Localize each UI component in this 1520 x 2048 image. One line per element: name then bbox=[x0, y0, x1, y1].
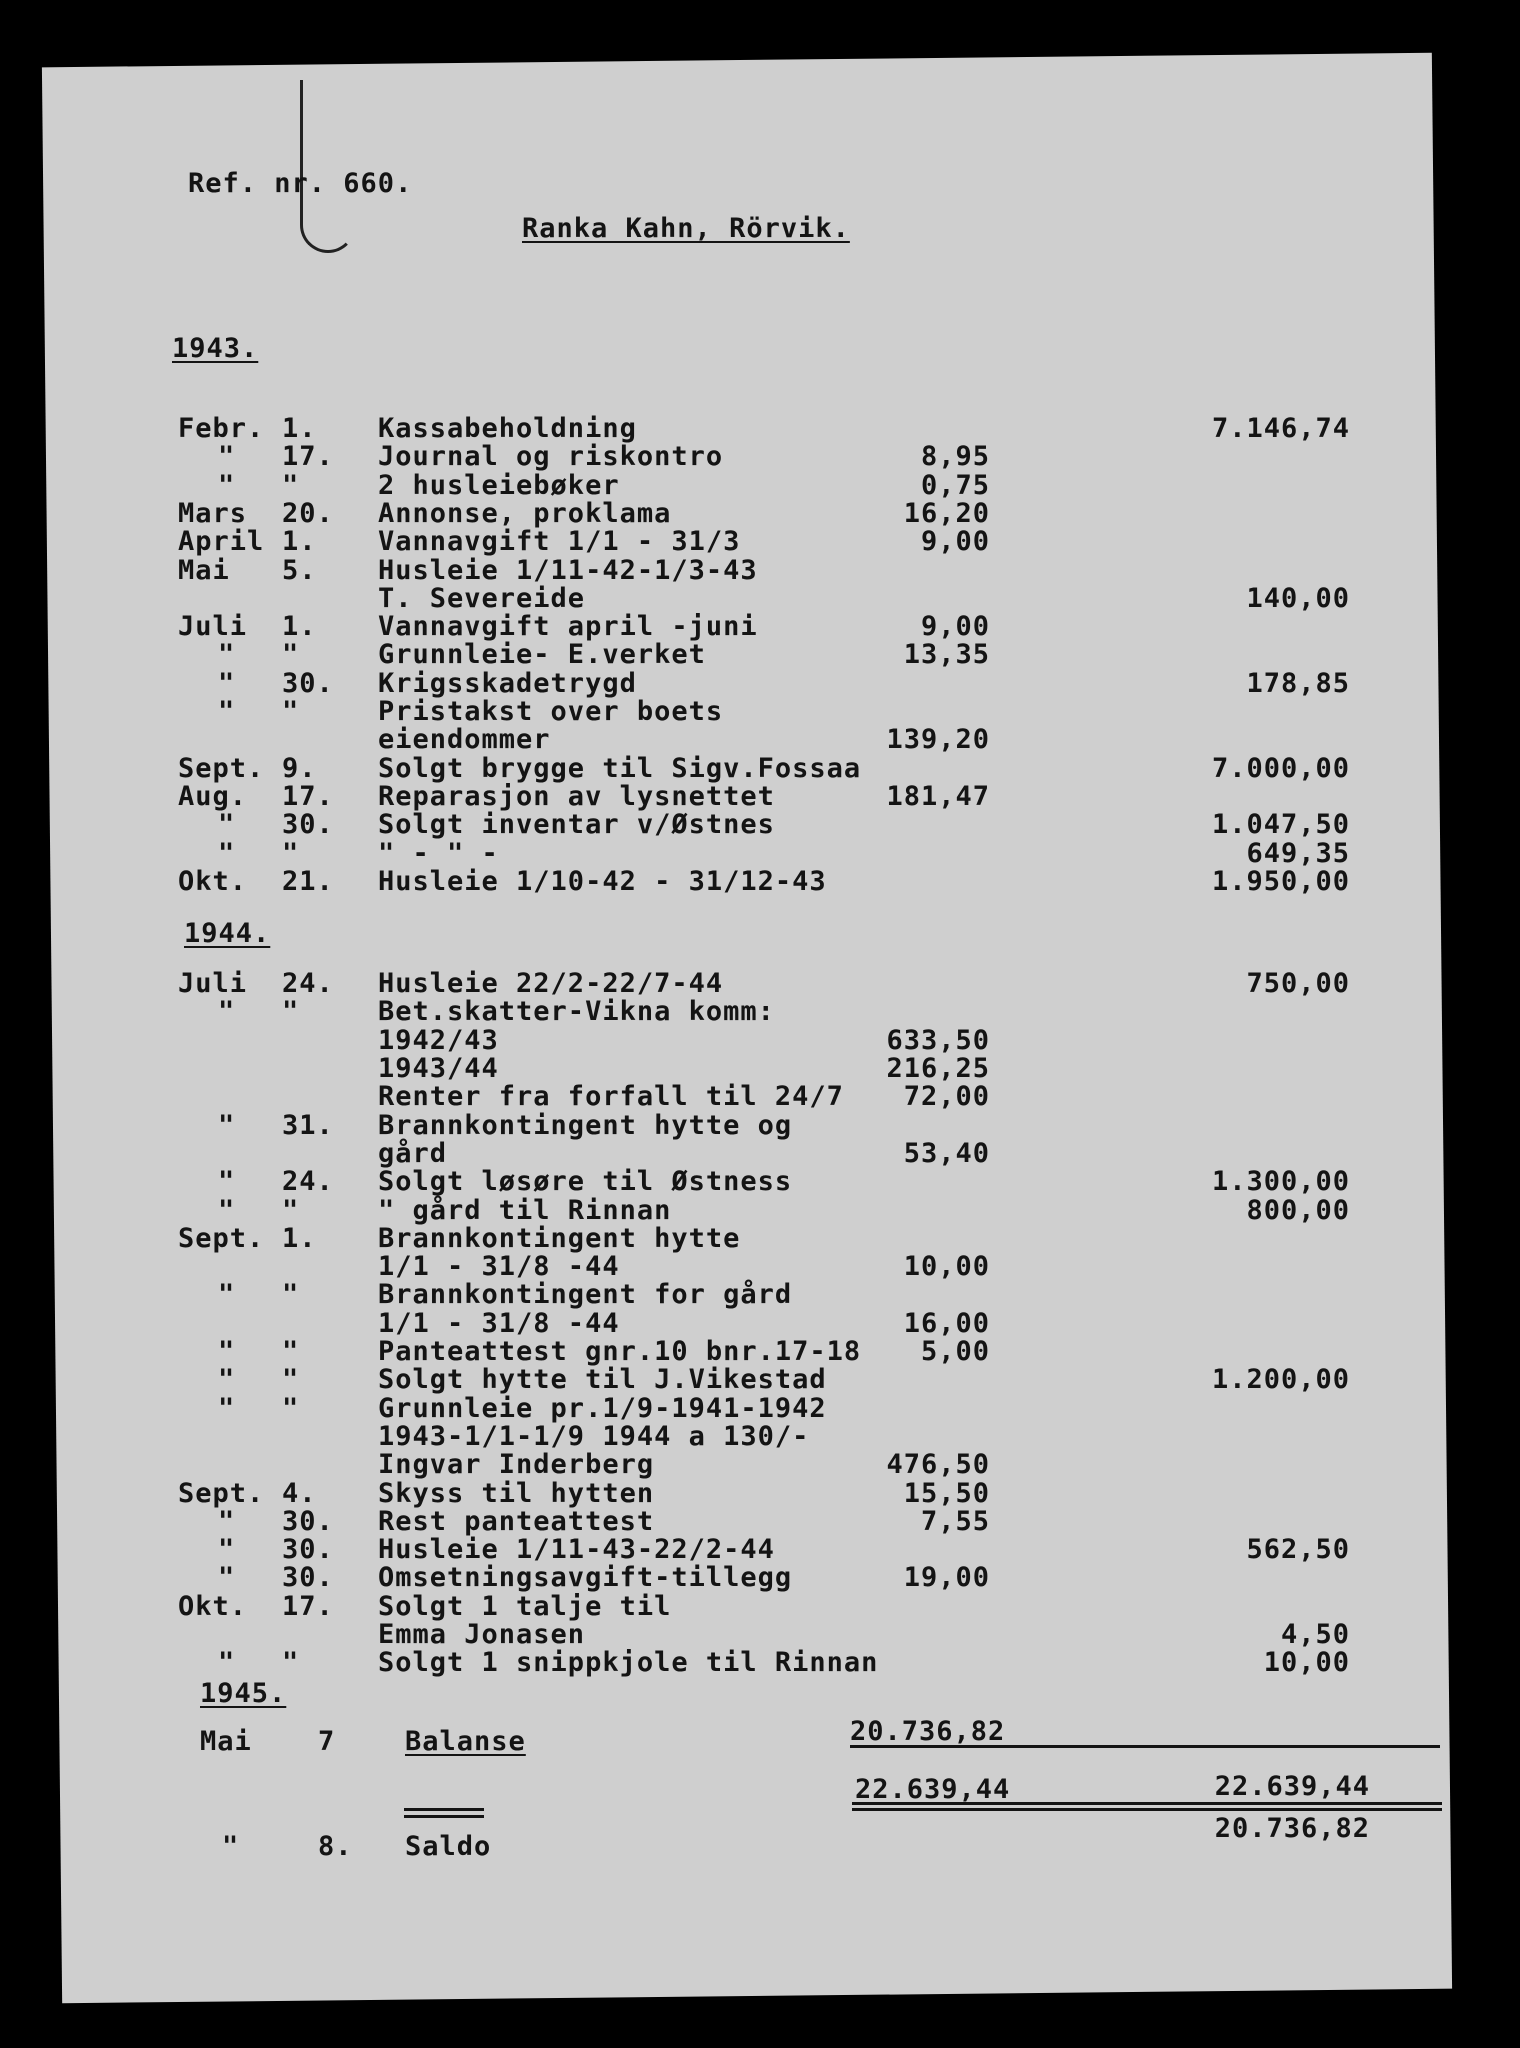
row-credit: 7.146,74 bbox=[1211, 413, 1350, 444]
row-description: Omsetningsavgift-tillegg bbox=[378, 1562, 793, 1593]
row-description: Skyss til hytten bbox=[378, 1478, 655, 1509]
row-date-day: 31. bbox=[282, 1110, 334, 1141]
row-date-month: " bbox=[218, 1364, 236, 1395]
row-description: Bet.skatter-Vikna komm: bbox=[378, 996, 775, 1027]
row-credit: 10,00 bbox=[1263, 1647, 1350, 1678]
row-date-day: " bbox=[282, 1393, 300, 1424]
row-credit: 649,35 bbox=[1246, 838, 1350, 869]
year-heading-1945: 1945. bbox=[200, 1678, 287, 1709]
row-description: " - " - bbox=[378, 838, 499, 869]
row-description: Solgt hytte til J.Vikestad bbox=[378, 1364, 827, 1395]
row-credit: 1.200,00 bbox=[1211, 1364, 1350, 1395]
row-date-day: 24. bbox=[282, 968, 334, 999]
row-description: 2 husleiebøker bbox=[378, 470, 620, 501]
row-date-month: " bbox=[218, 1279, 236, 1310]
row-debit: 15,50 bbox=[903, 1478, 990, 1509]
row-description: Reparasjon av lysnettet bbox=[378, 781, 775, 812]
row-credit: 7.000,00 bbox=[1211, 753, 1350, 784]
row-date-day: " bbox=[282, 996, 300, 1027]
row-debit: 72,00 bbox=[903, 1081, 990, 1112]
row-debit: 53,40 bbox=[903, 1138, 990, 1169]
row-description: Panteattest gnr.10 bnr.17-18 bbox=[378, 1336, 862, 1367]
row-date-month: " bbox=[218, 1195, 236, 1226]
row-date-month: Sept. bbox=[178, 1223, 265, 1254]
row-debit: 633,50 bbox=[886, 1025, 990, 1056]
row-debit: 9,00 bbox=[920, 526, 990, 557]
row-date-month: " bbox=[218, 1336, 236, 1367]
row-description: 1942/43 bbox=[378, 1025, 499, 1056]
balance-debit: 20.736,82 bbox=[850, 1716, 1006, 1747]
row-description: Husleie 22/2-22/7-44 bbox=[378, 968, 724, 999]
row-description: Kassabeholdning bbox=[378, 413, 637, 444]
row-date-month: Okt. bbox=[178, 866, 248, 897]
saldo-label: Saldo bbox=[405, 1831, 492, 1862]
row-date-day: " bbox=[282, 1647, 300, 1678]
balance-date-day: 7 bbox=[318, 1726, 336, 1757]
row-date-day: 24. bbox=[282, 1166, 334, 1197]
row-description: Grunnleie pr.1/9-1941-1942 bbox=[378, 1393, 827, 1424]
row-date-month: Mai bbox=[178, 555, 230, 586]
row-date-day: 1. bbox=[282, 526, 317, 557]
total-rule-1 bbox=[852, 1802, 1442, 1805]
row-date-day: 20. bbox=[282, 498, 334, 529]
row-date-month: " bbox=[218, 639, 236, 670]
row-credit: 1.300,00 bbox=[1211, 1166, 1350, 1197]
row-date-day: 1. bbox=[282, 413, 317, 444]
total-debit: 22.639,44 bbox=[855, 1774, 1011, 1805]
row-date-day: 17. bbox=[282, 781, 334, 812]
row-credit: 140,00 bbox=[1246, 583, 1350, 614]
saldo-date-month: " bbox=[222, 1831, 240, 1862]
row-date-day: 30. bbox=[282, 668, 334, 699]
row-credit: 562,50 bbox=[1246, 1534, 1350, 1565]
row-credit: 1.047,50 bbox=[1211, 809, 1350, 840]
row-description: Vannavgift april -juni bbox=[378, 611, 758, 642]
row-debit: 16,00 bbox=[903, 1308, 990, 1339]
row-date-day: 30. bbox=[282, 1506, 334, 1537]
row-description: Ingvar Inderberg bbox=[378, 1449, 655, 1480]
row-description: 1/1 - 31/8 -44 bbox=[378, 1308, 620, 1339]
row-debit: 0,75 bbox=[920, 470, 990, 501]
short-rule-1 bbox=[404, 1808, 484, 1811]
row-description: Husleie 1/10-42 - 31/12-43 bbox=[378, 866, 827, 897]
row-date-day: 17. bbox=[282, 441, 334, 472]
row-credit: 4,50 bbox=[1280, 1619, 1350, 1650]
row-debit: 181,47 bbox=[886, 781, 990, 812]
row-date-month: " bbox=[218, 1110, 236, 1141]
row-debit: 19,00 bbox=[903, 1562, 990, 1593]
row-description: Vannavgift 1/1 - 31/3 bbox=[378, 526, 741, 557]
row-description: 1/1 - 31/8 -44 bbox=[378, 1251, 620, 1282]
row-description: 1943-1/1-1/9 1944 a 130/- bbox=[378, 1421, 810, 1452]
balance-date-month: Mai bbox=[200, 1726, 252, 1757]
row-debit: 216,25 bbox=[886, 1053, 990, 1084]
row-date-month: " bbox=[218, 838, 236, 869]
row-date-day: " bbox=[282, 1336, 300, 1367]
row-date-day: 1. bbox=[282, 611, 317, 642]
row-date-month: " bbox=[218, 1562, 236, 1593]
saldo-date-day: 8. bbox=[318, 1831, 353, 1862]
row-date-day: 21. bbox=[282, 866, 334, 897]
row-date-day: " bbox=[282, 1195, 300, 1226]
row-description: Renter fra forfall til 24/7 bbox=[378, 1081, 844, 1112]
row-description: Brannkontingent hytte og bbox=[378, 1110, 793, 1141]
row-date-day: 30. bbox=[282, 809, 334, 840]
row-date-month: " bbox=[218, 441, 236, 472]
row-debit: 16,20 bbox=[903, 498, 990, 529]
row-date-month: " bbox=[218, 1647, 236, 1678]
row-date-month: Aug. bbox=[178, 781, 248, 812]
year-heading-1944: 1944. bbox=[184, 918, 271, 949]
row-date-day: 17. bbox=[282, 1591, 334, 1622]
balance-rule bbox=[850, 1745, 1440, 1748]
row-description: eiendommer bbox=[378, 724, 551, 755]
row-date-day: " bbox=[282, 696, 300, 727]
row-date-day: 30. bbox=[282, 1562, 334, 1593]
row-date-month: April bbox=[178, 526, 265, 557]
page-title: Ranka Kahn, Rörvik. bbox=[522, 213, 850, 244]
row-description: 1943/44 bbox=[378, 1053, 499, 1084]
row-date-day: 9. bbox=[282, 753, 317, 784]
row-description: Husleie 1/11-43-22/2-44 bbox=[378, 1534, 775, 1565]
row-description: Rest panteattest bbox=[378, 1506, 655, 1537]
row-description: Solgt brygge til Sigv.Fossaa bbox=[378, 753, 862, 784]
row-date-day: 1. bbox=[282, 1223, 317, 1254]
row-date-month: Sept. bbox=[178, 1478, 265, 1509]
row-credit: 178,85 bbox=[1246, 668, 1350, 699]
row-description: Solgt 1 talje til bbox=[378, 1591, 672, 1622]
row-description: T. Severeide bbox=[378, 583, 586, 614]
row-date-day: 5. bbox=[282, 555, 317, 586]
row-date-day: " bbox=[282, 838, 300, 869]
row-debit: 476,50 bbox=[886, 1449, 990, 1480]
year-heading-1943: 1943. bbox=[172, 333, 259, 364]
row-description: Solgt løsøre til Østness bbox=[378, 1166, 793, 1197]
row-date-month: " bbox=[218, 996, 236, 1027]
row-date-day: " bbox=[282, 470, 300, 501]
row-description: Brannkontingent for gård bbox=[378, 1279, 793, 1310]
row-date-month: Juli bbox=[178, 968, 248, 999]
row-date-month: Mars bbox=[178, 498, 248, 529]
row-description: Solgt inventar v/Østnes bbox=[378, 809, 775, 840]
row-description: Grunnleie- E.verket bbox=[378, 639, 706, 670]
row-description: " gård til Rinnan bbox=[378, 1195, 672, 1226]
row-description: Pristakst over boets bbox=[378, 696, 724, 727]
row-description: Emma Jonasen bbox=[378, 1619, 586, 1650]
balance-label: Balanse bbox=[405, 1726, 526, 1757]
row-date-day: " bbox=[282, 1364, 300, 1395]
row-date-month: " bbox=[218, 1506, 236, 1537]
short-rule-2 bbox=[404, 1815, 484, 1818]
row-date-month: " bbox=[218, 668, 236, 699]
row-date-month: " bbox=[218, 1166, 236, 1197]
total-rule-2 bbox=[852, 1808, 1442, 1811]
row-date-day: " bbox=[282, 1279, 300, 1310]
row-date-month: " bbox=[218, 470, 236, 501]
row-credit: 1.950,00 bbox=[1211, 866, 1350, 897]
row-debit: 139,20 bbox=[886, 724, 990, 755]
row-description: gård bbox=[378, 1138, 448, 1169]
row-date-day: " bbox=[282, 639, 300, 670]
row-date-day: 4. bbox=[282, 1478, 317, 1509]
row-credit: 800,00 bbox=[1246, 1195, 1350, 1226]
row-date-month: " bbox=[218, 809, 236, 840]
row-description: Krigsskadetrygd bbox=[378, 668, 637, 699]
row-debit: 13,35 bbox=[903, 639, 990, 670]
row-date-month: Febr. bbox=[178, 413, 265, 444]
total-credit: 22.639,44 bbox=[1214, 1771, 1370, 1802]
row-date-month: " bbox=[218, 1534, 236, 1565]
row-debit: 10,00 bbox=[903, 1251, 990, 1282]
row-date-month: Sept. bbox=[178, 753, 265, 784]
row-debit: 5,00 bbox=[920, 1336, 990, 1367]
row-description: Husleie 1/11-42-1/3-43 bbox=[378, 555, 758, 586]
row-debit: 7,55 bbox=[920, 1506, 990, 1537]
row-debit: 9,00 bbox=[920, 611, 990, 642]
row-date-month: " bbox=[218, 696, 236, 727]
saldo-credit: 20.736,82 bbox=[1214, 1813, 1370, 1844]
row-date-day: 30. bbox=[282, 1534, 334, 1565]
row-description: Brannkontingent hytte bbox=[378, 1223, 741, 1254]
row-date-month: Okt. bbox=[178, 1591, 248, 1622]
row-description: Solgt 1 snippkjole til Rinnan bbox=[378, 1647, 879, 1678]
row-description: Journal og riskontro bbox=[378, 441, 724, 472]
reference-number: Ref. nr. 660. bbox=[188, 168, 413, 199]
row-date-month: Juli bbox=[178, 611, 248, 642]
row-debit: 8,95 bbox=[920, 441, 990, 472]
row-date-month: " bbox=[218, 1393, 236, 1424]
row-credit: 750,00 bbox=[1246, 968, 1350, 999]
row-description: Annonse, proklama bbox=[378, 498, 672, 529]
